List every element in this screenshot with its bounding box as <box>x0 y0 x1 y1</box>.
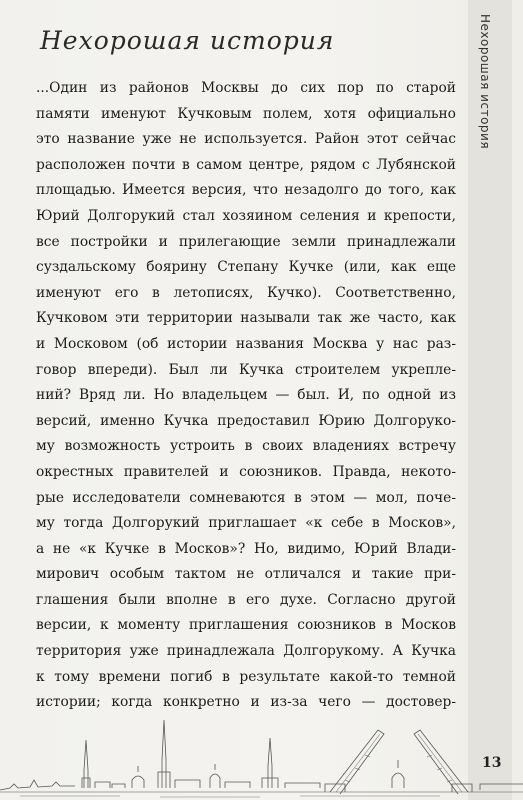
text-line: говор впереди). Был ли Кучка строителем укрепле- <box>36 361 456 378</box>
text-line: мирович особым тактом не отличался и такие при- <box>36 566 456 583</box>
text-line: памяти именуют Кучковым полем, хотя официально <box>36 105 456 122</box>
text-line: площадью. Имеется версия, что незадолго до того, как <box>36 182 456 199</box>
text-line: окрестных правителей и союзников. Правда, некото- <box>36 463 456 480</box>
running-header-vertical: Нехорошая история <box>478 14 492 150</box>
text-line: глашения были вполне в его духе. Согласно другой <box>36 591 456 608</box>
page-number: 13 <box>482 755 502 771</box>
text-line: рые исследователи сомневаются в этом — мол, поче- <box>36 489 456 506</box>
text-line: Кучковом эти территории называли так же часто, как <box>36 310 456 327</box>
text-line: Юрий Долгорукий стал хозяином селения и крепости, <box>36 207 456 224</box>
text-line: ...Один из районов Москвы до сих пор по старой <box>36 80 456 96</box>
text-line: расположен почти в самом центре, рядом с Лубянской <box>36 156 456 173</box>
text-line: к тому времени погиб в результате какой-то темной <box>36 668 456 685</box>
text-line: территория уже принадлежала Долгорукому. А Кучка <box>36 643 456 660</box>
text-line: это название уже не используется. Район этот сейчас <box>36 131 456 148</box>
text-line: истории; когда конкретно и из-за чего — достовер- <box>36 694 456 711</box>
text-line: суздальскому боярину Степану Кучке (или, как еще <box>36 259 456 276</box>
text-line: му возможность устроить в своих владениях встречу <box>36 438 456 455</box>
body-text <box>36 76 456 716</box>
text-line: версий, именно Кучка предоставил Юрию Долгоруко- <box>36 412 456 429</box>
text-line: му тогда Долгорукий приглашает «к себе в Москов», <box>36 515 456 532</box>
text-line: и Московом (об истории названия Москва у нас раз- <box>36 335 456 352</box>
text-line: именуют его в летописях, Кучко). Соответственно, <box>36 284 456 301</box>
text-line: ний? Вряд ли. Но владельцем — был. И, по одной из <box>36 387 456 404</box>
text-line: все постройки и прилегающие земли принадлежали <box>36 233 456 250</box>
text-line: а не «к Кучке в Москов»? Но, видимо, Юрий Влади- <box>36 540 456 557</box>
city-skyline-illustration <box>0 700 523 800</box>
text-line: версии, к моменту приглашения союзников в Москов <box>36 617 456 634</box>
chapter-title: Нехорошая история <box>40 26 335 55</box>
